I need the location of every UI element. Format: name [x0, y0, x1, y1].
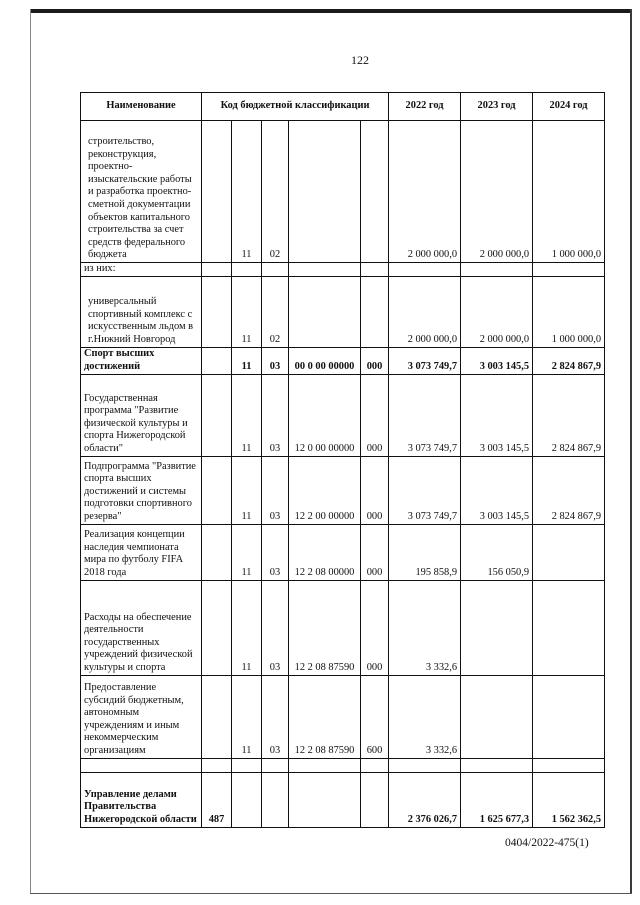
- row-2023: 3 003 145,5: [461, 456, 533, 524]
- row-2024: 1 000 000,0: [533, 121, 605, 263]
- header-code: Код бюджетной классификации: [202, 93, 389, 121]
- scan-left-border: [30, 9, 31, 894]
- row-rz: 11: [232, 456, 262, 524]
- row-rz: 11: [232, 121, 262, 263]
- row-name: Реализация концепции наследия чемпионата мира по футболу FIFA 2018 года: [81, 524, 202, 580]
- row-ved: [202, 263, 232, 277]
- row-vr: 000: [361, 374, 389, 456]
- row-vr: 000: [361, 456, 389, 524]
- row-csr: [289, 772, 361, 827]
- row-pr: 03: [262, 524, 289, 580]
- row-csr: [289, 276, 361, 347]
- row-pr: 02: [262, 121, 289, 263]
- row-rz: 11: [232, 347, 262, 374]
- row-name: Управление делами Правительства Нижегородской области: [81, 772, 202, 827]
- row-2023: 3 003 145,5: [461, 374, 533, 456]
- row-vr: [361, 121, 389, 263]
- row-vr: 000: [361, 524, 389, 580]
- budget-table: [80, 92, 605, 828]
- row-2022: 3 073 749,7: [389, 456, 461, 524]
- row-ved: [202, 456, 232, 524]
- row-vr: 000: [361, 580, 389, 675]
- row-2024: [533, 580, 605, 675]
- table-row: [81, 276, 605, 347]
- row-ved: [202, 758, 232, 772]
- row-2023: [461, 758, 533, 772]
- row-name: Государственная программа "Развитие физической культуры и спорта Нижегородской области": [81, 374, 202, 456]
- row-ved: [202, 524, 232, 580]
- row-2024: [533, 263, 605, 277]
- row-2023: 156 050,9: [461, 524, 533, 580]
- row-2023: [461, 263, 533, 277]
- row-rz: 11: [232, 374, 262, 456]
- table-header-row: [81, 93, 605, 121]
- row-vr: 600: [361, 675, 389, 758]
- scan-top-border: [30, 9, 632, 13]
- row-csr: [289, 758, 361, 772]
- row-vr: 000: [361, 347, 389, 374]
- row-2023: 3 003 145,5: [461, 347, 533, 374]
- row-2024: 1 562 362,5: [533, 772, 605, 827]
- row-pr: 03: [262, 374, 289, 456]
- row-name: Предоставление субсидий бюджетным, автономным учреждениям и иным некоммерческим организациям: [81, 675, 202, 758]
- row-2022: [389, 263, 461, 277]
- row-2023: 2 000 000,0: [461, 121, 533, 263]
- row-vr: [361, 263, 389, 277]
- row-2024: 2 824 867,9: [533, 456, 605, 524]
- row-2024: [533, 758, 605, 772]
- row-rz: 11: [232, 580, 262, 675]
- row-2022: 3 332,6: [389, 580, 461, 675]
- row-rz: 11: [232, 675, 262, 758]
- row-ved: [202, 580, 232, 675]
- row-ved: [202, 276, 232, 347]
- row-pr: 03: [262, 347, 289, 374]
- row-csr: [289, 263, 361, 277]
- table-row: [81, 580, 605, 675]
- row-name: [81, 758, 202, 772]
- row-2022: 2 376 026,7: [389, 772, 461, 827]
- header-name: Наименование: [81, 93, 202, 121]
- row-csr: 12 2 08 00000: [289, 524, 361, 580]
- row-name: Подпрограмма "Развитие спорта высших достижений и системы подготовки спортивного резерва": [81, 456, 202, 524]
- table-row: [81, 675, 605, 758]
- row-csr: [289, 121, 361, 263]
- table-row: [81, 772, 605, 827]
- row-rz: [232, 758, 262, 772]
- table-row: [81, 524, 605, 580]
- row-ved: [202, 374, 232, 456]
- header-2022: 2022 год: [389, 93, 461, 121]
- row-rz: 11: [232, 276, 262, 347]
- row-name: строительство, реконструкция, проектно-изыскательские работы и разработка проектно-сметной документации объектов капитального строительства за счет средств федерального бюджета: [81, 121, 202, 263]
- row-ved: [202, 347, 232, 374]
- row-name: Спорт высших достижений: [81, 347, 202, 374]
- table-row: [81, 263, 605, 277]
- row-pr: 03: [262, 456, 289, 524]
- scan-right-border: [630, 9, 632, 894]
- table-row: [81, 758, 605, 772]
- row-csr: 12 2 08 87590: [289, 675, 361, 758]
- row-2023: 2 000 000,0: [461, 276, 533, 347]
- row-2023: 1 625 677,3: [461, 772, 533, 827]
- header-2023: 2023 год: [461, 93, 533, 121]
- row-2024: 1 000 000,0: [533, 276, 605, 347]
- row-pr: [262, 263, 289, 277]
- row-pr: 03: [262, 675, 289, 758]
- row-ved: [202, 121, 232, 263]
- scan-bottom-border: [30, 893, 632, 894]
- table-row: [81, 347, 605, 374]
- row-csr: 12 0 00 00000: [289, 374, 361, 456]
- row-2022: [389, 758, 461, 772]
- header-2024: 2024 год: [533, 93, 605, 121]
- document-footer-code: 0404/2022-475(1): [505, 837, 589, 849]
- row-2024: 2 824 867,9: [533, 374, 605, 456]
- row-2023: [461, 580, 533, 675]
- row-vr: [361, 758, 389, 772]
- row-2022: 2 000 000,0: [389, 276, 461, 347]
- row-rz: 11: [232, 524, 262, 580]
- row-2022: 3 332,6: [389, 675, 461, 758]
- table-row: [81, 121, 605, 263]
- row-csr: 00 0 00 00000: [289, 347, 361, 374]
- row-ved: [202, 675, 232, 758]
- row-2022: 3 073 749,7: [389, 347, 461, 374]
- row-csr: 12 2 00 00000: [289, 456, 361, 524]
- table-row: [81, 456, 605, 524]
- row-2024: [533, 524, 605, 580]
- row-2022: 2 000 000,0: [389, 121, 461, 263]
- row-name: универсальный спортивный комплекс с искусственным льдом в г.Нижний Новгород: [81, 276, 202, 347]
- row-ved: 487: [202, 772, 232, 827]
- row-csr: 12 2 08 87590: [289, 580, 361, 675]
- row-vr: [361, 772, 389, 827]
- row-rz: [232, 263, 262, 277]
- row-pr: [262, 758, 289, 772]
- row-2022: 195 858,9: [389, 524, 461, 580]
- row-2023: [461, 675, 533, 758]
- page-number: 122: [351, 53, 369, 67]
- row-2022: 3 073 749,7: [389, 374, 461, 456]
- row-pr: [262, 772, 289, 827]
- row-rz: [232, 772, 262, 827]
- row-name: Расходы на обеспечение деятельности государственных учреждений физической культуры и спорта: [81, 580, 202, 675]
- row-2024: [533, 675, 605, 758]
- row-pr: 02: [262, 276, 289, 347]
- row-name: из них:: [81, 263, 202, 277]
- row-pr: 03: [262, 580, 289, 675]
- table-row: [81, 374, 605, 456]
- row-vr: [361, 276, 389, 347]
- row-2024: 2 824 867,9: [533, 347, 605, 374]
